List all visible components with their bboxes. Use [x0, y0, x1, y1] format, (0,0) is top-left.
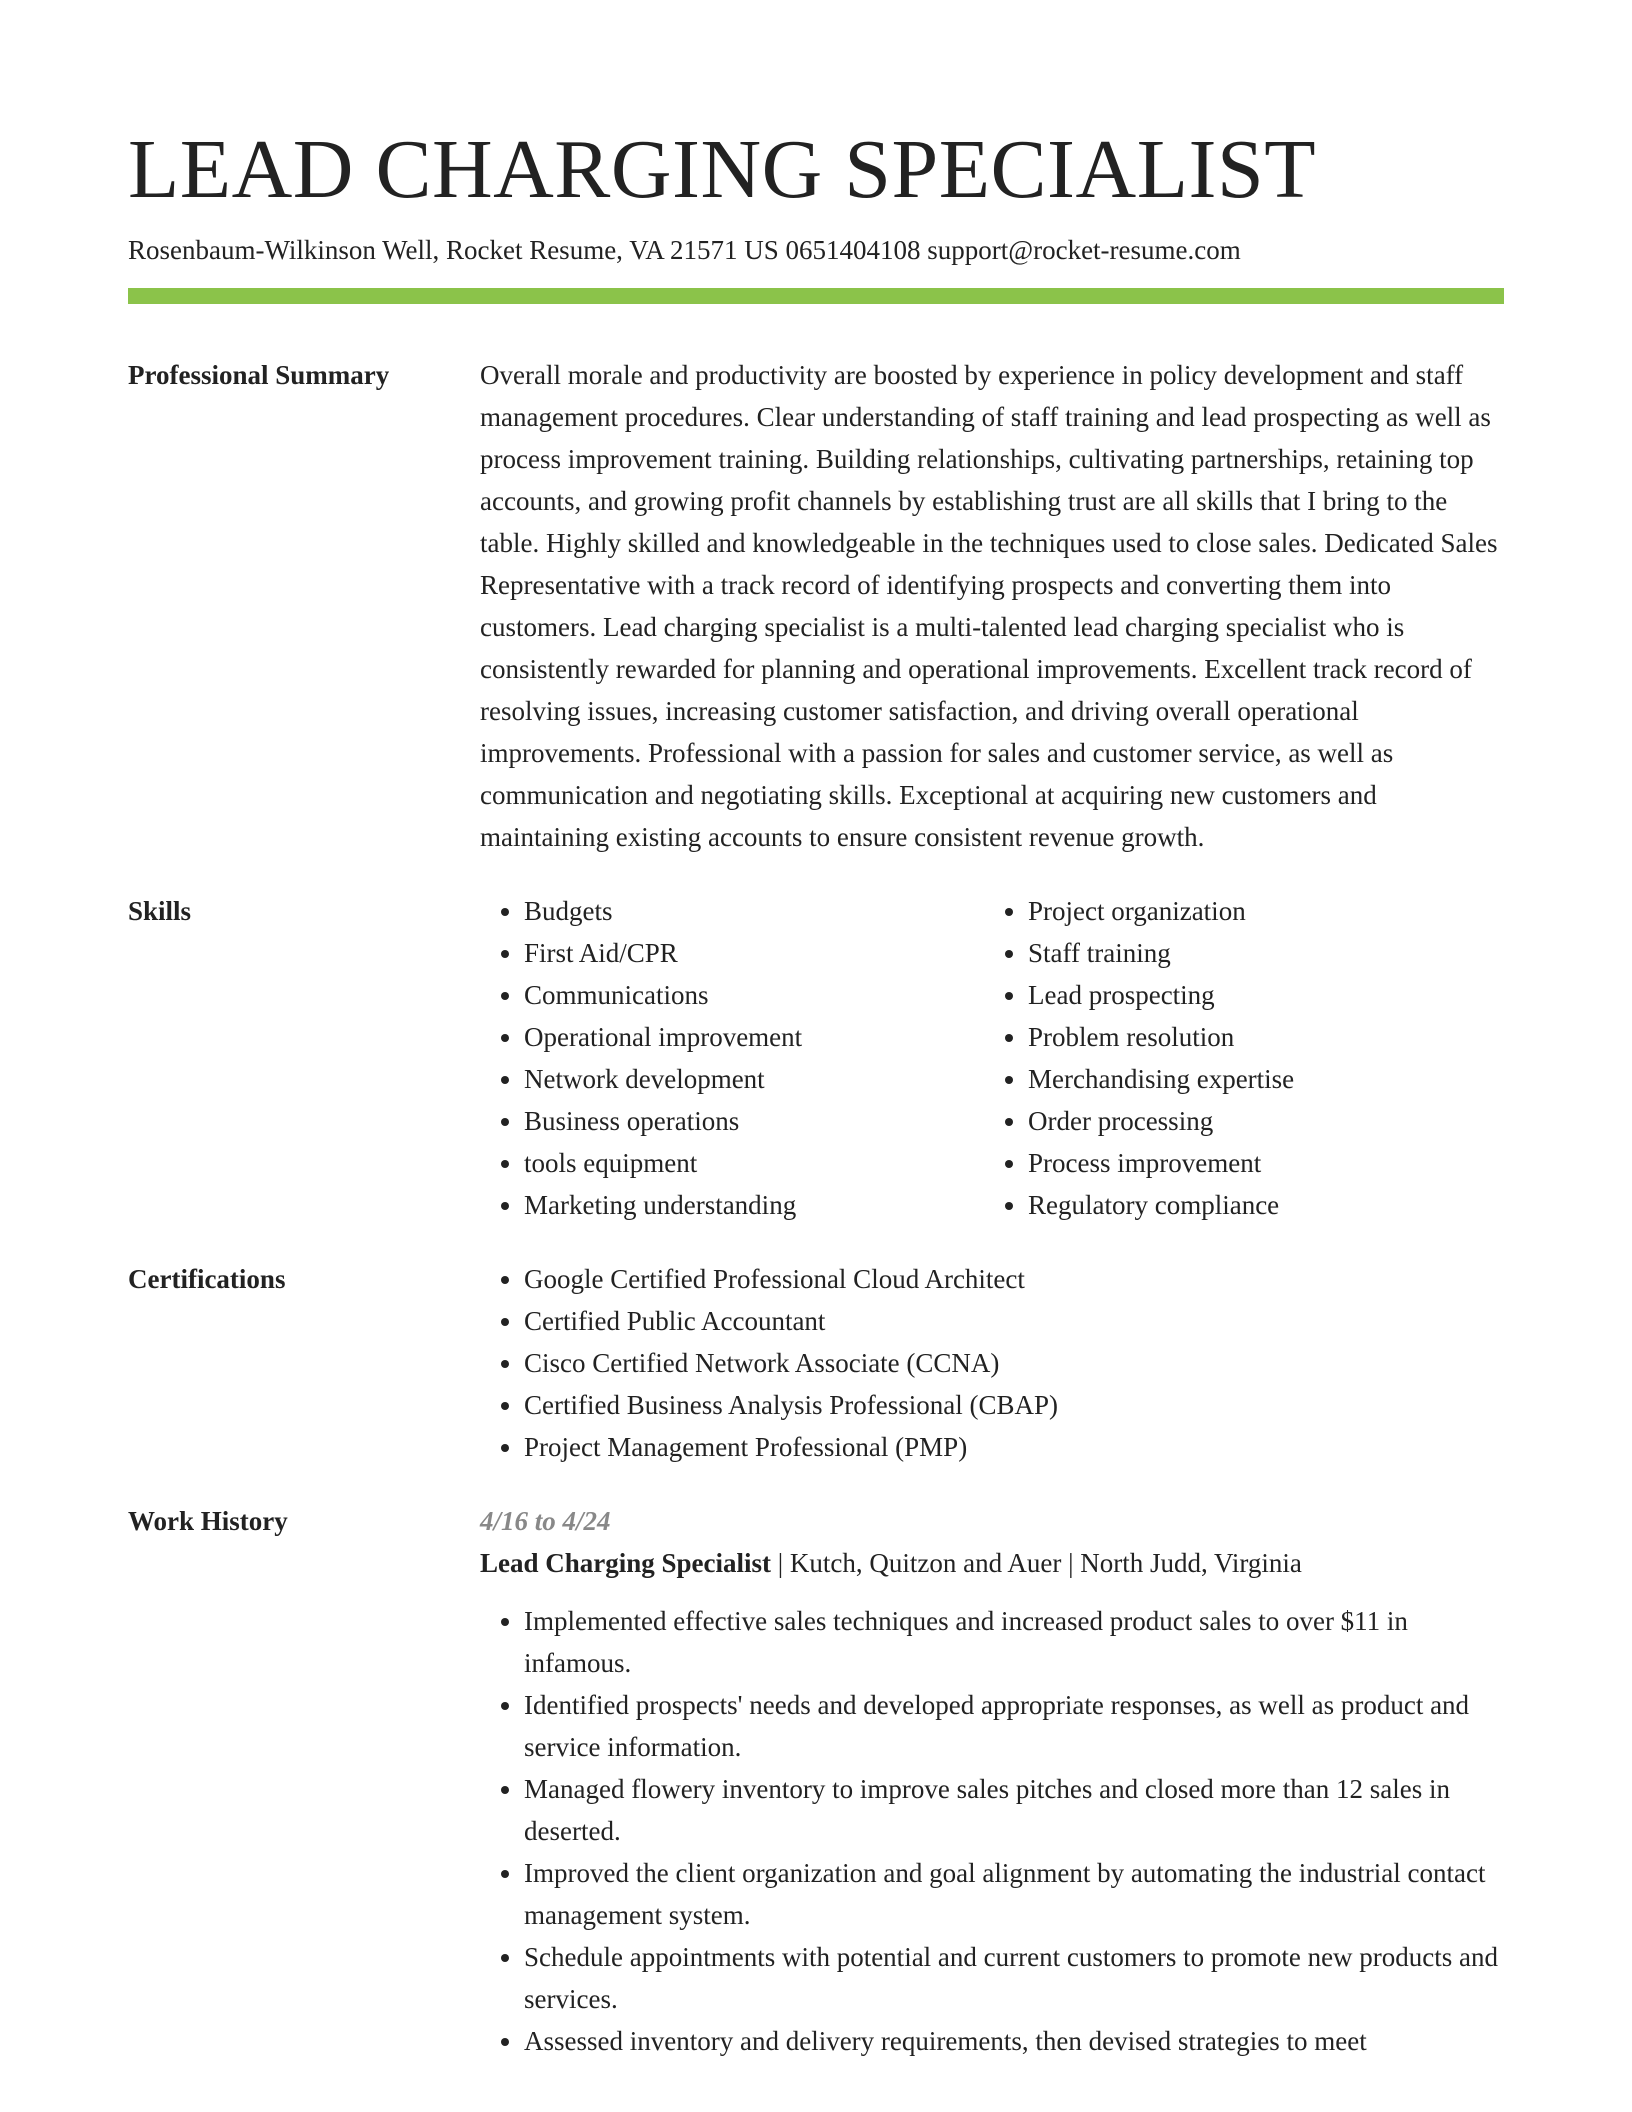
job-bullets	[480, 1600, 1504, 2062]
header-divider	[128, 288, 1504, 304]
skill-item: • Process improvement	[1028, 1142, 1488, 1184]
section-heading: Professional Summary	[128, 360, 390, 390]
skills-column-right	[984, 890, 1488, 1226]
certification-item: • Project Management Professional (PMP)	[524, 1426, 1504, 1468]
certifications-section	[128, 1258, 1504, 1468]
skill-item: • Merchandising expertise	[1028, 1058, 1488, 1100]
certification-item: • Certified Public Accountant	[524, 1300, 1504, 1342]
skill-item: • Regulatory compliance	[1028, 1184, 1488, 1226]
job-employer-location: | Kutch, Quitzon and Auer | North Judd, Virginia	[771, 1548, 1302, 1578]
skill-item: • First Aid/CPR	[524, 932, 984, 974]
skill-item: • Staff training	[1028, 932, 1488, 974]
skill-item: • Problem resolution	[1028, 1016, 1488, 1058]
skill-item: • Operational improvement	[524, 1016, 984, 1058]
section-body	[480, 354, 1504, 858]
job-bullet: • Schedule appointments with potential and current customers to promote new products and services.	[524, 1936, 1504, 2020]
job-entry	[480, 1500, 1504, 2062]
skill-item: • Network development	[524, 1058, 984, 1100]
job-heading	[480, 1542, 1504, 1584]
certification-item: • Cisco Certified Network Associate (CCNA)	[524, 1342, 1504, 1384]
job-bullet: • Improved the client organization and goal alignment by automating the industrial contact management system.	[524, 1852, 1504, 1936]
certification-item: • Certified Business Analysis Professional (CBAP)	[524, 1384, 1504, 1426]
skills-section	[128, 890, 1504, 1226]
certification-item: • Google Certified Professional Cloud Architect	[524, 1258, 1504, 1300]
resume-page	[128, 118, 1504, 2062]
skills-list-left	[480, 890, 984, 1226]
skill-item: • Marketing understanding	[524, 1184, 984, 1226]
certifications-list	[480, 1258, 1504, 1468]
section-body	[480, 1258, 1504, 1468]
job-dates: 4/16 to 4/24	[480, 1506, 611, 1536]
skills-column-left	[480, 890, 984, 1226]
skill-item: • tools equipment	[524, 1142, 984, 1184]
job-bullet: • Identified prospects' needs and developed appropriate responses, as well as product and service information.	[524, 1684, 1504, 1768]
skill-item: • Project organization	[1028, 890, 1488, 932]
skill-item: • Order processing	[1028, 1100, 1488, 1142]
contact-line: Rosenbaum-Wilkinson Well, Rocket Resume, VA 21571 US 0651404108 support@rocket-resume.com	[128, 235, 1241, 265]
job-bullet: • Implemented effective sales techniques and increased product sales to over $11 in infamous.	[524, 1600, 1504, 1684]
resume-title: LEAD CHARGING SPECIALIST	[128, 123, 1316, 216]
skill-item: • Business operations	[524, 1100, 984, 1142]
work-history-section	[128, 1500, 1504, 2062]
section-heading: Skills	[128, 896, 192, 926]
skill-item: • Budgets	[524, 890, 984, 932]
skill-item: • Communications	[524, 974, 984, 1016]
skills-columns	[480, 890, 1504, 1226]
section-heading: Certifications	[128, 1264, 286, 1294]
skill-item: • Lead prospecting	[1028, 974, 1488, 1016]
job-bullet: • Assessed inventory and delivery requirements, then devised strategies to meet	[524, 2020, 1504, 2062]
job-title: Lead Charging Specialist	[480, 1548, 772, 1578]
skills-list-right	[984, 890, 1488, 1226]
summary-section	[128, 354, 1504, 858]
section-body	[480, 1500, 1504, 2062]
section-heading: Work History	[128, 1506, 288, 1536]
summary-paragraph: Overall morale and productivity are boosted by experience in policy development and staff management procedures. Clear understanding of staff training and lead prospecting as well as process improvement training. Building relationships, cultivating partnerships, retaining top accounts, and growing profit channels by establishing trust are all skills that I bring to the table. Highly skilled and knowledgeable in the techniques used to close sales. Dedicated Sales Representative with a track record of identifying prospects and converting them into customers. Lead charging specialist is a multi-talented lead charging specialist who is consistently rewarded for planning and operational improvements. Excellent track record of resolving issues, increasing customer satisfaction, and driving overall operational improvements. Professional with a passion for sales and customer service, as well as communication and negotiating skills. Exceptional at acquiring new customers and maintaining existing accounts to ensure consistent revenue growth.	[480, 360, 1498, 852]
job-bullet: • Managed flowery inventory to improve sales pitches and closed more than 12 sales in deserted.	[524, 1768, 1504, 1852]
